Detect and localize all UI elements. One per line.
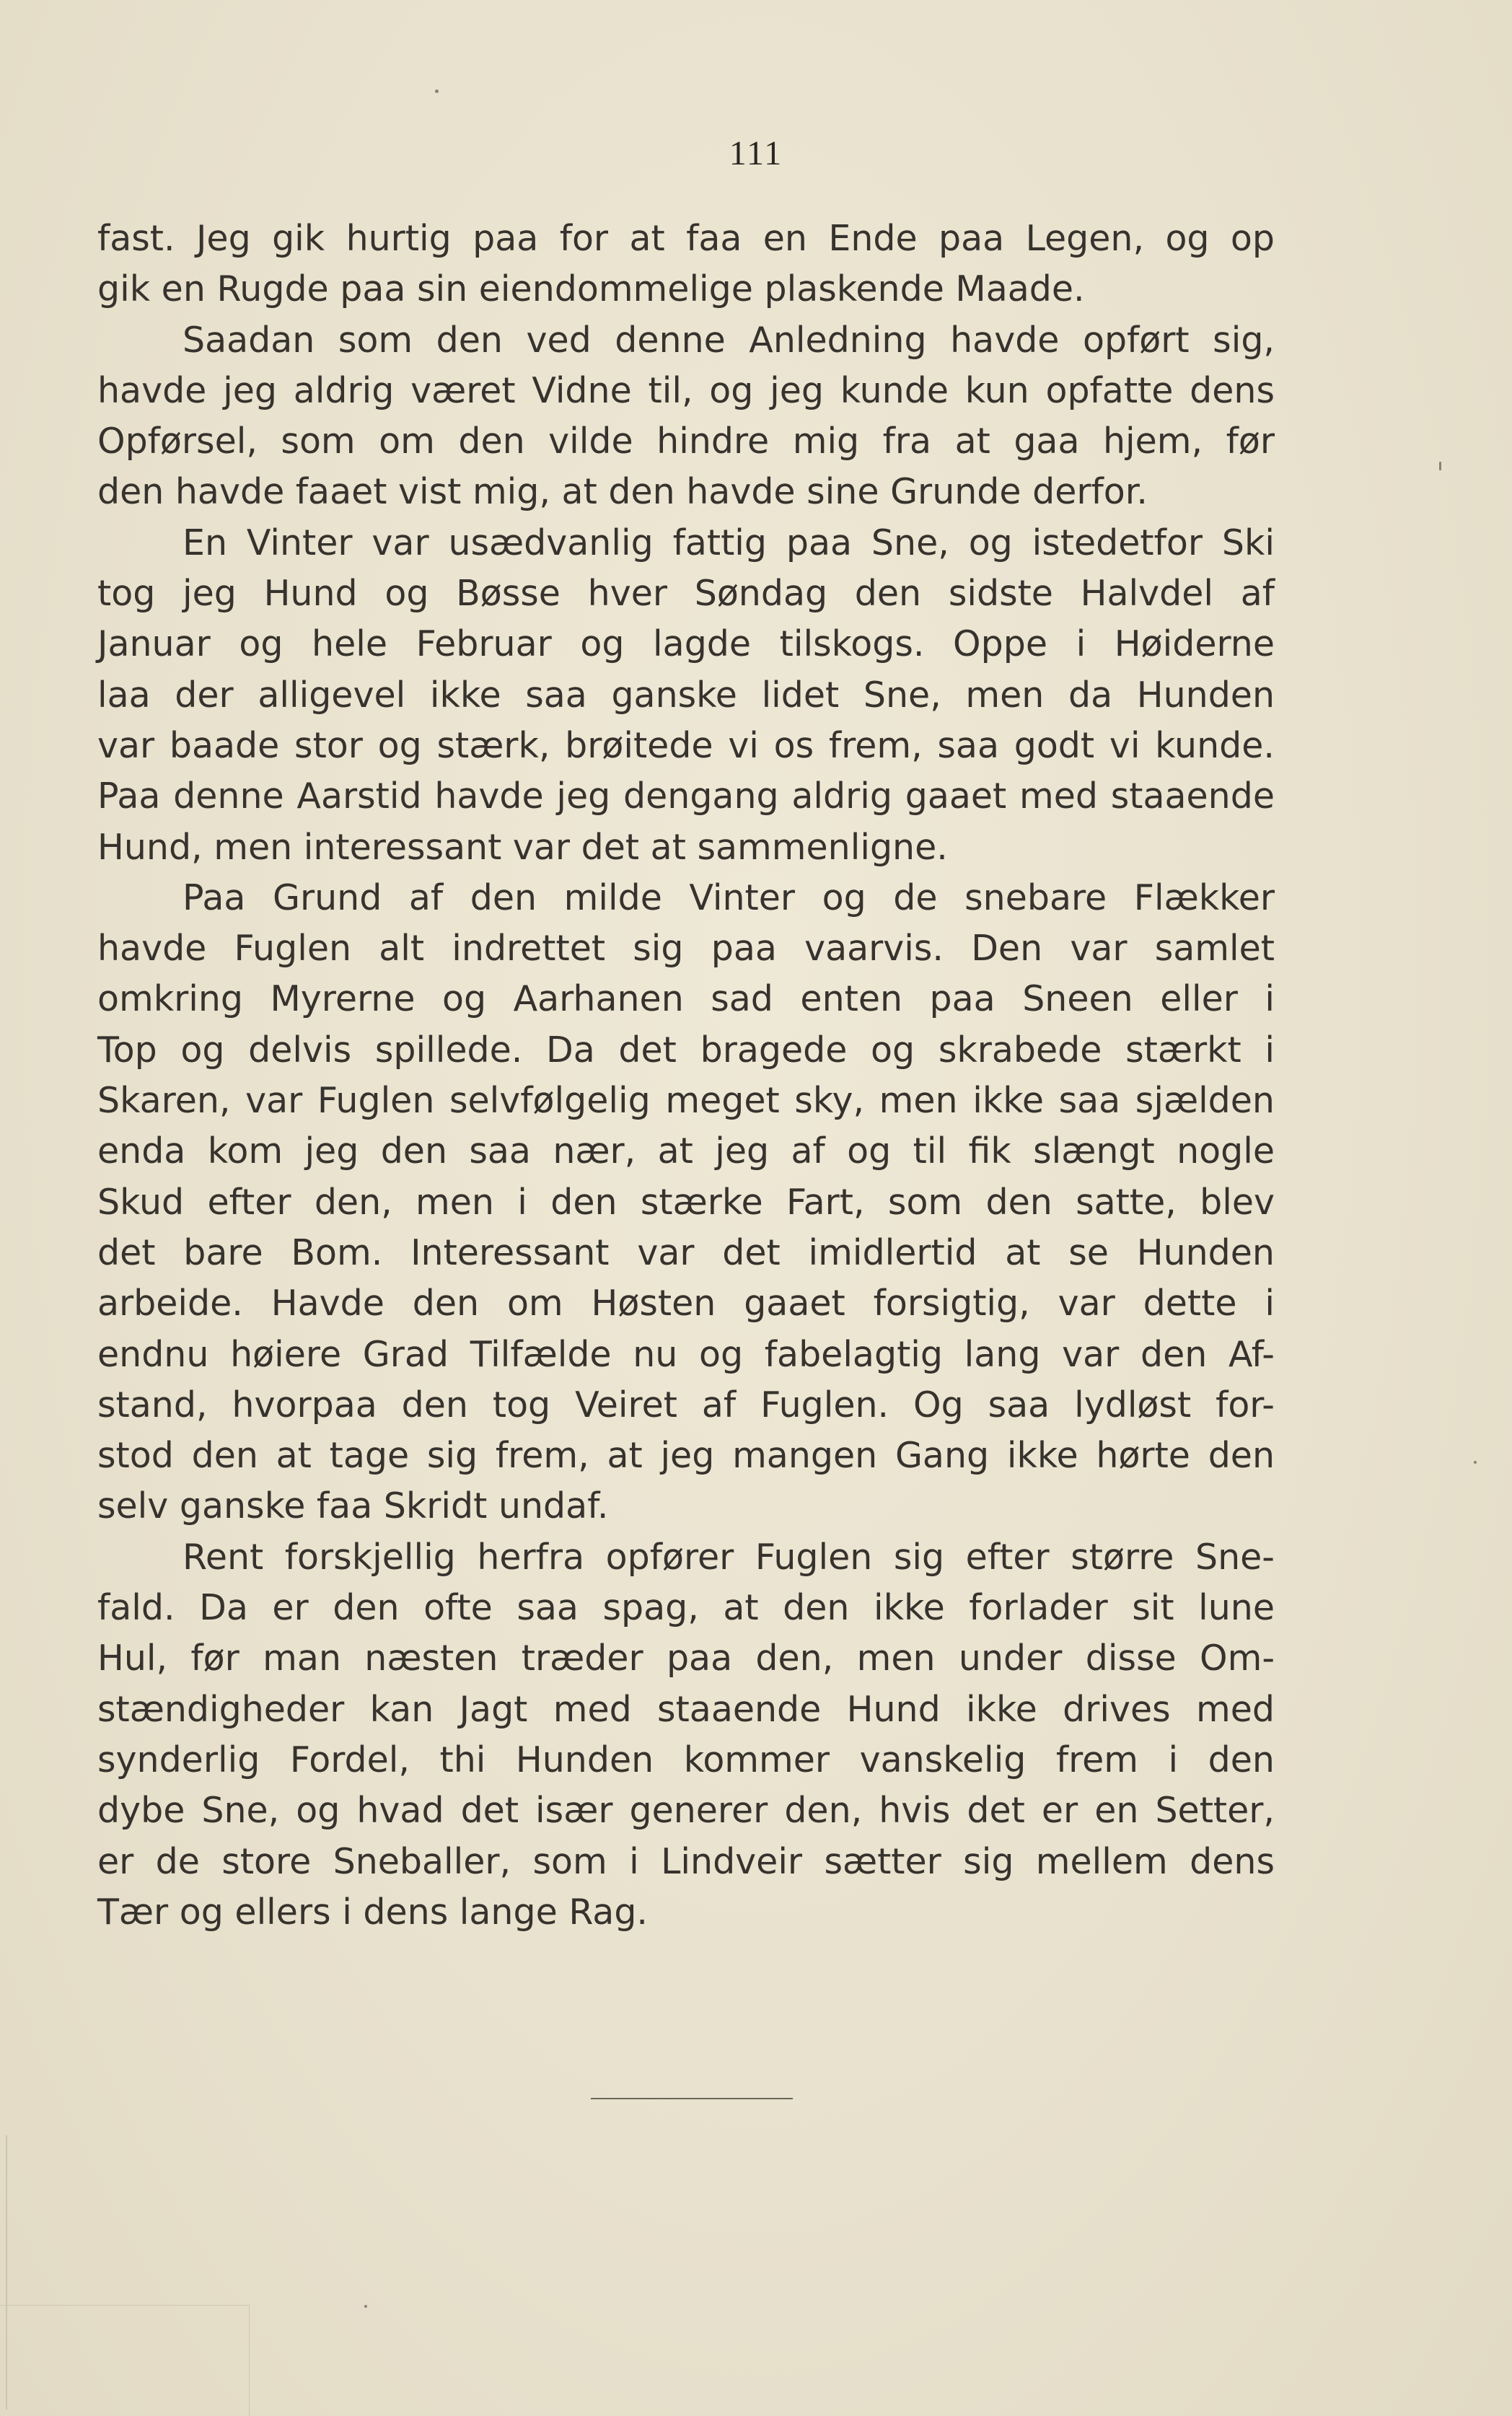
- text-line: Paa denne Aarstid havde jeg dengang aldrig gaaet med staaende: [97, 776, 1275, 817]
- text-line: Januar og hele Februar og lagde tilskogs. Oppe i Høiderne: [97, 623, 1275, 665]
- text-line: laa der alligevel ikke saa ganske lidet Sne, men da Hunden: [97, 674, 1275, 716]
- text-line: stand, hvorpaa den tog Veiret af Fuglen. Og saa lydløst for-: [97, 1384, 1275, 1426]
- text-line: Paa Grund af den milde Vinter og de snebare Flækker: [183, 877, 1275, 918]
- text-line: enda kom jeg den saa nær, at jeg af og til fik slængt nogle: [97, 1130, 1275, 1172]
- text-line: fald. Da er den ofte saa spag, at den ikke forlader sit lune: [97, 1587, 1275, 1629]
- paper-speck: [435, 89, 439, 93]
- text-line: Saadan som den ved denne Anledning havde opført sig,: [183, 319, 1275, 361]
- text-line: Rent forskjellig herfra opfører Fuglen sig efter større Sne-: [183, 1536, 1275, 1578]
- paper-speck: [1474, 1461, 1477, 1464]
- text-line: er de store Sneballer, som i Lindveir sætter sig mellem dens: [97, 1840, 1275, 1882]
- text-line: Hul, før man næsten træder paa den, men under disse Om-: [97, 1638, 1275, 1679]
- text-line: var baade stor og stærk, brøitede vi os frem, saa godt vi kunde.: [97, 724, 1275, 766]
- text-line: fast. Jeg gik hurtig paa for at faa en Ende paa Legen, og op: [97, 218, 1275, 259]
- text-line: synderlig Fordel, thi Hunden kommer vanskelig frem i den: [97, 1739, 1275, 1780]
- text-line: arbeide. Havde den om Høsten gaaet forsigtig, var dette i: [97, 1283, 1275, 1325]
- text-line: Tær og ellers i dens lange Rag.: [97, 1891, 648, 1933]
- text-line: Opførsel, som om den vilde hindre mig fra at gaa hjem, før: [97, 421, 1275, 462]
- text-line: Top og delvis spillede. Da det bragede og skrabede stærkt i: [97, 1029, 1275, 1071]
- text-line: tog jeg Hund og Bøsse hver Søndag den sidste Halvdel af: [97, 573, 1275, 615]
- paper-speck: [364, 2305, 367, 2308]
- text-line: Skud efter den, men i den stærke Fart, som den satte, blev: [97, 1181, 1275, 1223]
- scan-edge-line: [6, 2135, 7, 2410]
- text-line: En Vinter var usædvanlig fattig paa Sne, og istedetfor Ski: [183, 522, 1275, 563]
- section-divider-rule: [591, 2098, 793, 2099]
- text-line: dybe Sne, og hvad det især generer den, hvis det er en Setter,: [97, 1790, 1275, 1832]
- text-line: stændigheder kan Jagt med staaende Hund ikke drives med: [97, 1688, 1275, 1730]
- text-line: stod den at tage sig frem, at jeg mangen Gang ikke hørte den: [97, 1435, 1275, 1477]
- text-line: Skaren, var Fuglen selvfølgelig meget sky, men ikke saa sjælden: [97, 1080, 1275, 1122]
- paper-speck: [1439, 462, 1441, 470]
- text-line: havde jeg aldrig været Vidne til, og jeg kunde kun opfatte dens: [97, 369, 1275, 411]
- text-line: endnu høiere Grad Tilfælde nu og fabelagtig lang var den Af-: [97, 1333, 1275, 1375]
- text-line: omkring Myrerne og Aarhanen sad enten paa Sneen eller i: [97, 978, 1275, 1020]
- page-number: 111: [729, 134, 783, 172]
- text-line: Hund, men interessant var det at sammenligne.: [97, 826, 948, 868]
- text-line: gik en Rugde paa sin eiendommelige plaskende Maade.: [97, 268, 1085, 310]
- text-line: selv ganske faa Skridt undaf.: [97, 1485, 609, 1527]
- body-text: [97, 214, 1275, 1938]
- text-line: det bare Bom. Interessant var det imidlertid at se Hunden: [97, 1231, 1275, 1273]
- text-line: havde Fuglen alt indrettet sig paa vaarvis. Den var samlet: [97, 928, 1275, 970]
- text-line: den havde faaet vist mig, at den havde sine Grunde derfor.: [97, 471, 1148, 513]
- scan-frame-mark: [0, 2305, 250, 2416]
